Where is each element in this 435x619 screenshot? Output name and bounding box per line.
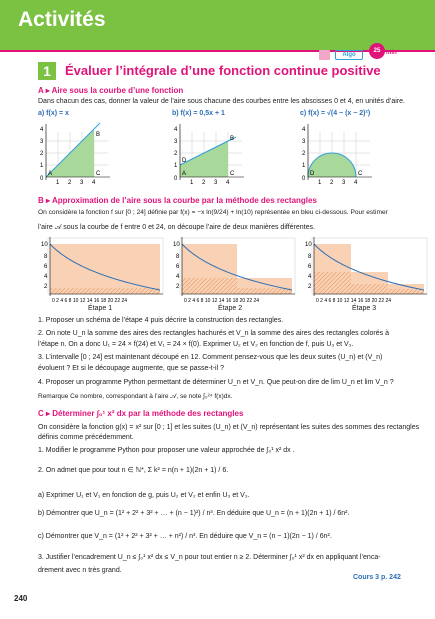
step-1-label: Étape 1 [88, 305, 113, 312]
cours-reference-link[interactable]: Cours 3 p. 242 [353, 574, 401, 581]
page-number: 240 [14, 594, 28, 603]
svg-text:C: C [230, 171, 235, 177]
svg-text:2: 2 [68, 180, 72, 184]
b-question-4: 4. Proposer un programme Python permettant de déterminer U_n et V_n. Que peut-on dire de lim U_n et lim V_n ? [38, 379, 394, 386]
svg-text:2: 2 [330, 180, 334, 184]
section-b-title: B ▸ Approximation de l’aire sous la courbe par la méthode des rectangles [38, 196, 317, 205]
svg-text:1: 1 [56, 180, 60, 184]
svg-text:4: 4 [92, 180, 96, 184]
svg-text:6: 6 [308, 264, 312, 270]
section-b-line2: l’aire 𝒜 sous la courbe de f entre 0 et 24, on découpe l’aire de deux manières différentes. [38, 224, 315, 231]
graph-c [300, 122, 378, 184]
svg-text:10: 10 [173, 242, 180, 248]
case-a-label: a) f(x) = x [38, 110, 69, 117]
svg-text:B: B [230, 136, 235, 142]
svg-text:0 2 4 6 8 10 12 14 16 18 2: 0 2 4 6 8 10 12 14 16 18 20 22 24 [184, 298, 260, 304]
svg-text:4: 4 [308, 274, 312, 280]
step-3-label: Étape 3 [352, 305, 377, 312]
b-question-1: 1. Proposer un schéma de l’étape 4 puis décrire la construction des rectangles. [38, 317, 284, 324]
svg-text:3: 3 [302, 139, 306, 145]
rectangle-steps [38, 234, 433, 310]
svg-text:10: 10 [41, 242, 48, 248]
svg-text:2: 2 [176, 284, 180, 290]
svg-text:4: 4 [354, 180, 358, 184]
time-badge: 25 [369, 43, 385, 59]
c-question-3b: drement avec n très grand. [38, 567, 122, 574]
section-c-title: C ▸ Déterminer ∫₀¹ x² dx par la méthode des rectangles [38, 409, 244, 418]
svg-text:2: 2 [308, 284, 312, 290]
svg-text:2: 2 [44, 284, 48, 290]
b-question-2b: l’étape n. On a donc U₁ = 24 × f(24) et V₁ = 24 × f(0). Exprimer U₂ et V₂ en fonction de f, puis U₃ et V₃. [38, 341, 354, 348]
svg-text:4: 4 [176, 274, 180, 280]
svg-text:10: 10 [305, 242, 312, 248]
svg-text:2: 2 [302, 151, 306, 157]
svg-text:1: 1 [40, 163, 44, 169]
case-b-label: b) f(x) = 0,5x + 1 [172, 110, 225, 117]
b-remark: Remarque Ce nombre, correspondant à l’aire 𝒜, se note ∫₀²⁴ f(x)dx. [38, 393, 233, 400]
algo-badge: Algo [335, 50, 363, 60]
svg-text:2: 2 [40, 151, 44, 157]
svg-text:1: 1 [302, 163, 306, 169]
section-c-intro-2: définis comme précédemment. [38, 434, 134, 441]
svg-text:3: 3 [80, 180, 84, 184]
b-question-2a: 2. On note U_n la somme des aires des rectangles hachurés et V_n la somme des aires des rectangles colorés à [38, 330, 389, 337]
svg-text:4: 4 [174, 127, 178, 133]
svg-text:4: 4 [40, 127, 44, 133]
c-question-2c: c) Démontrer que V_n = (1² + 2² + 3² + … + n²) / n³. En déduire que V_n = (n − 1)(2n − 1) / 6n². [38, 533, 332, 540]
svg-text:B: B [96, 132, 101, 138]
b-question-3a: 3. L’intervalle [0 ; 24] est maintenant découpé en 12. Comment pensez-vous que les deux suites (U_n) et (V_n) [38, 354, 383, 361]
section-a-title: A ▸ Aire sous la courbe d’une fonction [38, 86, 184, 95]
svg-text:6: 6 [176, 264, 180, 270]
graph-a [38, 122, 116, 184]
step-2-label: Étape 2 [218, 305, 243, 312]
svg-text:4: 4 [44, 274, 48, 280]
svg-text:3: 3 [40, 139, 44, 145]
case-c-label: c) f(x) = √(4 − (x − 2)²) [300, 110, 371, 117]
graph-b [172, 122, 250, 184]
svg-text:C: C [358, 171, 363, 177]
svg-text:2: 2 [202, 180, 206, 184]
svg-text:4: 4 [302, 127, 306, 133]
svg-text:A: A [182, 171, 187, 177]
svg-text:0: 0 [302, 176, 306, 182]
c-question-2a: a) Exprimer U₁ et V₁ en fonction de g, puis U₂ et V₂ et enfin U₃ et V₃. [38, 492, 250, 499]
section-c-intro-1: On considère la fonction g(x) = x² sur [0 ; 1] et les suites (U_n) et (V_n) représentant les suites des sommes des rectangles [38, 424, 420, 431]
svg-text:8: 8 [308, 254, 312, 260]
svg-text:8: 8 [44, 254, 48, 260]
svg-text:3: 3 [342, 180, 346, 184]
svg-text:4: 4 [226, 180, 230, 184]
time-unit: min [386, 50, 397, 56]
svg-text:0 2 4 6 8 10 12 14 16 18 2: 0 2 4 6 8 10 12 14 16 18 20 22 24 [52, 298, 128, 304]
svg-text:1: 1 [174, 163, 178, 169]
svg-text:1: 1 [318, 180, 322, 184]
svg-text:6: 6 [44, 264, 48, 270]
svg-text:1: 1 [190, 180, 194, 184]
calculator-icon [319, 50, 330, 60]
svg-text:D: D [310, 171, 315, 177]
b-question-3b: évoluent ? Et si le découpage augmente, que se passe-t-il ? [38, 365, 225, 372]
section-b-line1: On considère la fonction f sur [0 ; 24] définie par f(x) = −x ln(9/24) + ln(10) représentée en bleu ci-dessous. Pour estimer [38, 209, 388, 216]
c-question-3a: 3. Justifier l’encadrement U_n ≤ ∫₀¹ x² dx ≤ V_n pour tout entier n ≥ 2. Déterminer ∫₀¹ x² dx en appliquant l’enca- [38, 554, 381, 561]
exercise-title: Évaluer l’intégrale d’une fonction continue positive [65, 63, 381, 78]
svg-text:A: A [48, 171, 53, 177]
svg-text:0: 0 [174, 176, 178, 182]
svg-text:D: D [182, 158, 187, 164]
svg-text:3: 3 [214, 180, 218, 184]
page-title: Activités [18, 8, 106, 31]
svg-text:8: 8 [176, 254, 180, 260]
header-bar [0, 0, 435, 50]
c-question-2: 2. On admet que pour tout n ∈ ℕ*, Σ k² = n(n + 1)(2n + 1) / 6. [38, 467, 229, 474]
c-question-1: 1. Modifier le programme Python pour proposer une valeur approchée de ∫₀¹ x² dx . [38, 447, 295, 454]
svg-text:3: 3 [174, 139, 178, 145]
exercise-number: 1 [38, 62, 56, 80]
svg-text:2: 2 [174, 151, 178, 157]
svg-text:C: C [96, 171, 101, 177]
svg-text:0: 0 [40, 176, 44, 182]
c-question-2b: b) Démontrer que U_n = (1² + 2² + 3² + … + (n − 1)²) / n³. En déduire que U_n = (n + 1)(2n + 1) / 6n². [38, 510, 350, 517]
svg-text:0 2 4 6 8 10 12 14 16 18 2: 0 2 4 6 8 10 12 14 16 18 20 22 24 [316, 298, 392, 304]
section-a-intro: Dans chacun des cas, donner la valeur de l’aire sous chacune des courbes entre les abscisses 0 et 4, en unités d’aire. [38, 98, 405, 105]
